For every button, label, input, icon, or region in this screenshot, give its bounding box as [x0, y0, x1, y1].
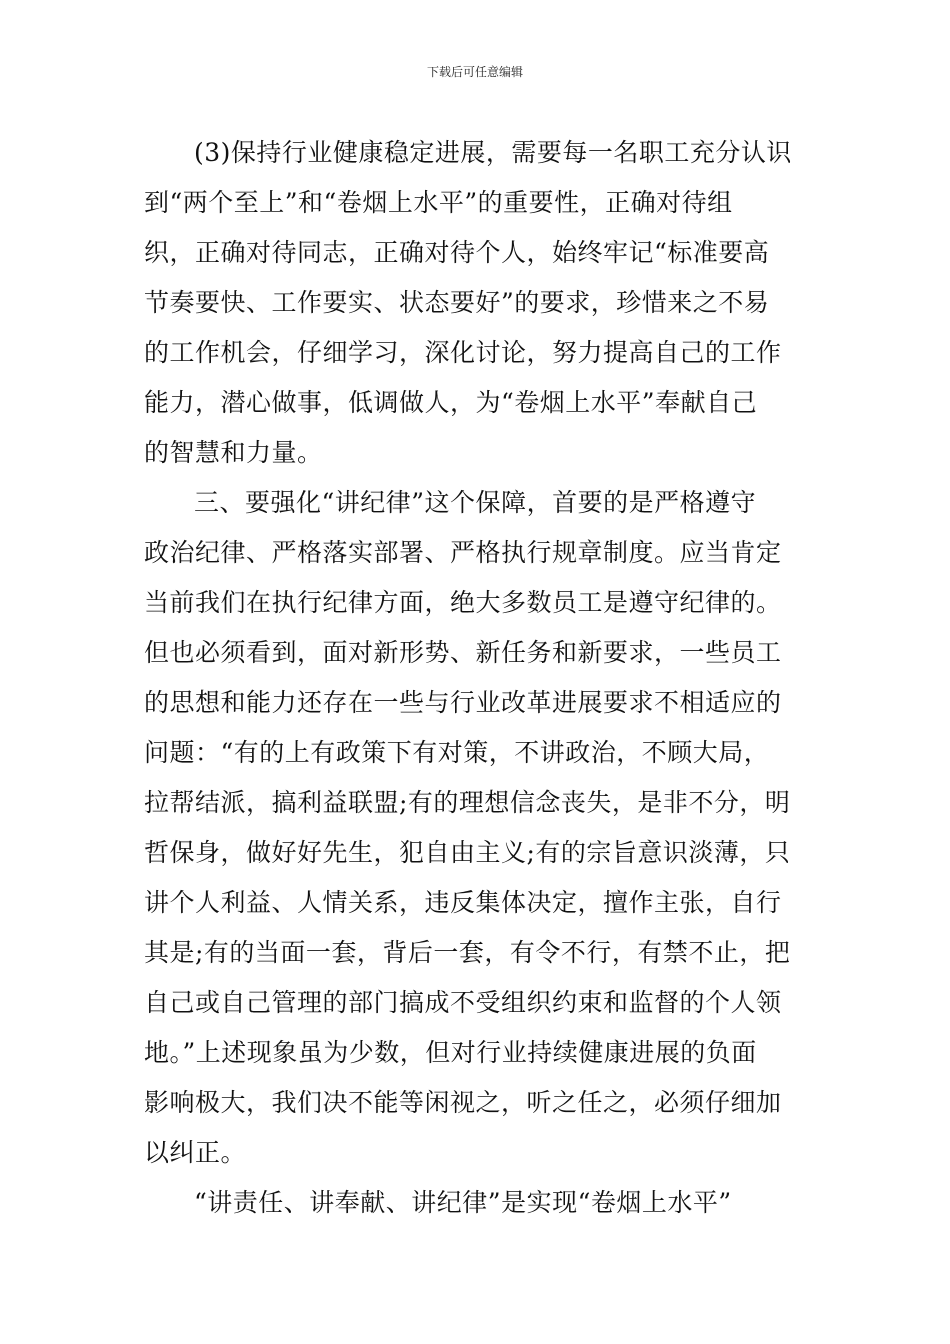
paragraph-2-line-5: 的思想和能力还存在一些与行业改革进展要求不相适应的 — [144, 688, 782, 717]
paragraph-2-line-13: 影响极大，我们决不能等闲视之，听之任之，必须仔细加 — [144, 1088, 782, 1117]
paragraph-1-line-1: (3)保持行业健康稳定进展，需要每一名职工充分认识 — [194, 138, 792, 167]
paragraph-2-line-6: 问题：“有的上有政策下有对策，不讲政治，不顾大局， — [144, 738, 770, 767]
paragraph-3-line-1: “讲责任、讲奉献、讲纪律”是实现“卷烟上水平” — [194, 1188, 732, 1217]
paragraph-2-line-7: 拉帮结派，搞利益联盟;有的理想信念丧失，是非不分，明 — [144, 788, 791, 817]
paragraph-1-line-6: 能力，潜心做事，低调做人，为“卷烟上水平”奉献自己 — [144, 388, 758, 417]
paragraph-2-line-14: 以纠正。 — [144, 1138, 247, 1167]
paragraph-2-line-2: 政治纪律、严格落实部署、严格执行规章制度。应当肯定 — [144, 538, 782, 567]
paragraph-2-line-9: 讲个人利益、人情关系，违反集体决定，擅作主张，自行 — [144, 888, 782, 917]
page-header: 下载后可任意编辑 — [426, 65, 523, 79]
paragraph-2-line-1: 三、要强化“讲纪律”这个保障，首要的是严格遵守 — [194, 488, 757, 517]
paragraph-2-line-8: 哲保身，做好好先生，犯自由主义;有的宗旨意识淡薄，只 — [144, 838, 791, 867]
paragraph-1-line-7: 的智慧和力量。 — [144, 438, 323, 467]
paragraph-1-line-3: 织，正确对待同志，正确对待个人，始终牢记“标准要高 — [144, 238, 770, 267]
paragraph-1-line-5: 的工作机会，仔细学习，深化讨论，努力提高自己的工作 — [144, 338, 782, 367]
paragraph-2-line-12: 地。”上述现象虽为少数，但对行业持续健康进展的负面 — [144, 1038, 757, 1067]
paragraph-2-line-4: 但也必须看到，面对新形势、新任务和新要求，一些员工 — [144, 638, 782, 667]
paragraph-1-line-4: 节奏要快、工作要实、状态要好”的要求，珍惜来之不易 — [144, 288, 770, 317]
paragraph-2-line-10: 其是;有的当面一套，背后一套，有令不行，有禁不止，把 — [144, 938, 791, 967]
document-body — [144, 128, 806, 1228]
paragraph-2-line-3: 当前我们在执行纪律方面，绝大多数员工是遵守纪律的。 — [144, 588, 782, 617]
paragraph-1-line-2: 到“两个至上”和“卷烟上水平”的重要性，正确对待组 — [144, 188, 733, 217]
paragraph-2-line-11: 自己或自己管理的部门搞成不受组织约束和监督的个人领 — [144, 988, 782, 1017]
